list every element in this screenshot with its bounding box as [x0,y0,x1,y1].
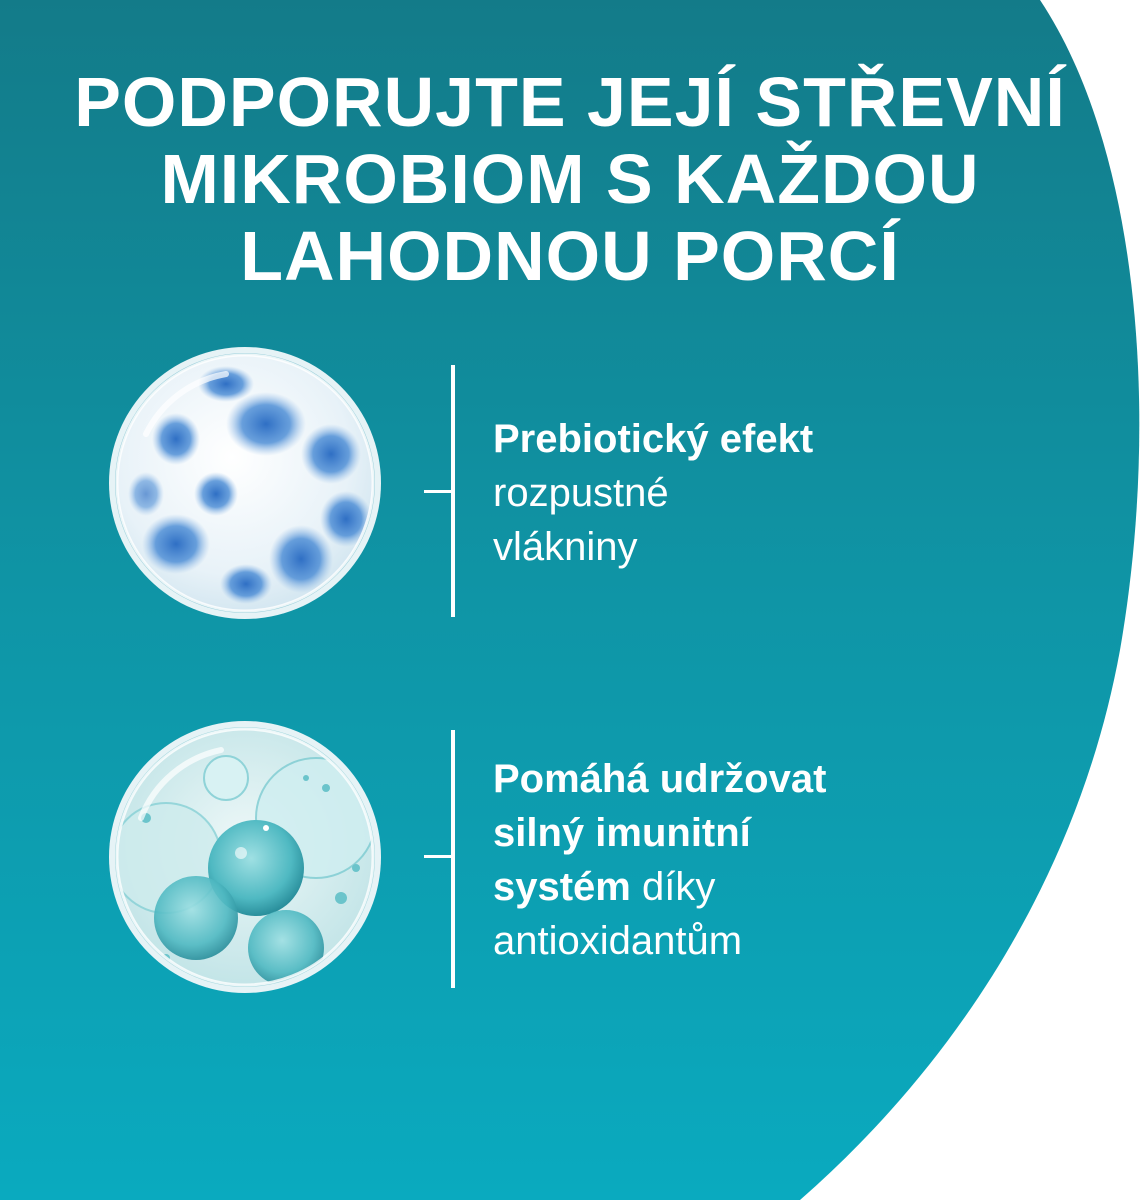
page-title [60,64,1080,295]
benefit-text-line: antioxidantům [493,919,743,963]
benefit-title: Prebiotický efekt [493,417,814,461]
benefit-title-line: silný imunitní [493,811,751,855]
benefit-immunity [493,752,826,968]
benefit-prebiotic [493,412,813,574]
benefit-text-fragment: díky [630,865,716,909]
title-line-3: LAHODNOU PORCÍ [240,217,900,295]
divider-line [451,730,455,988]
title-line-1: PODPORUJTE JEJÍ STŘEVNÍ [74,63,1066,141]
antioxidant-bubble-icon [106,718,384,996]
title-line-2: MIKROBIOM S KAŽDOU [160,140,980,218]
microbiome-bubble-icon [106,344,384,622]
benefit-title-line: systém [493,865,631,909]
divider-tick [424,490,454,493]
divider-tick [424,855,454,858]
benefit-title-line: Pomáhá udržovat [493,757,827,801]
benefit-text-line: vlákniny [493,525,638,569]
benefit-text-line: rozpustné [493,471,669,515]
